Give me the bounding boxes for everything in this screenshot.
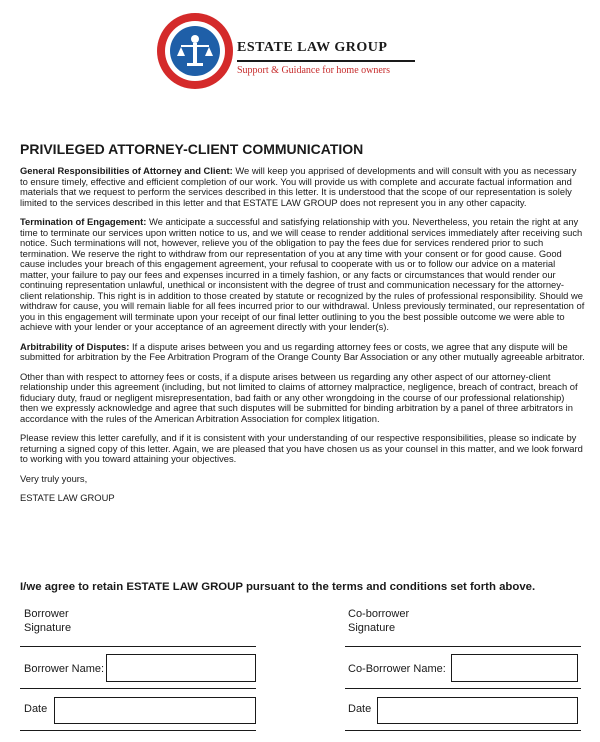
brand-name: ESTATE LAW GROUP [237, 40, 388, 55]
coborrower-name-label: Co-Borrower Name: [348, 663, 446, 675]
paragraph-general-responsibilities [20, 166, 585, 208]
justice-seal-icon [157, 13, 233, 89]
brand-tagline: Support & Guidance for home owners [237, 65, 391, 76]
company-logo [157, 10, 417, 90]
closing: Very truly yours, [20, 472, 88, 484]
document-title: PRIVILEGED ATTORNEY-CLIENT COMMUNICATION [20, 141, 364, 157]
brand-divider [237, 60, 415, 62]
coborrower-signature-label: Co-borrower Signature [348, 608, 410, 634]
divider-line [20, 688, 256, 689]
borrower-signature-label: Borrower Signature [24, 608, 72, 634]
section-heading: Termination of Engagement: [20, 216, 147, 227]
section-heading: General Responsibilities of Attorney and Client: [20, 165, 233, 176]
borrower-signature-line[interactable] [20, 646, 256, 647]
borrower-date-field[interactable] [54, 697, 256, 724]
paragraph-arbitrability [20, 342, 585, 363]
signoff: ESTATE LAW GROUP [20, 492, 115, 503]
coborrower-name-field[interactable] [451, 654, 578, 682]
paragraph-review [20, 433, 585, 465]
section-text: We will keep you apprised of developments and will consult with you as necessary to ensure timely, effective and efficient completion of our work. You will provide us with complete and accurate factual information and materials that we request to perform the services described in this letter. It is understood that the scope of our representation is solely limited to the services described in this letter and that ESTATE LAW GROUP does not represent you in any other capacity. [20, 165, 577, 208]
paragraph-termination [20, 217, 585, 333]
coborrower-signature-line[interactable] [345, 646, 581, 647]
letter-body [20, 166, 585, 513]
borrower-date-label: Date [24, 703, 48, 715]
section-heading: Arbitrability of Disputes: [20, 340, 130, 352]
agreement-statement: I/we agree to retain ESTATE LAW GROUP pursuant to the terms and conditions set forth above. [20, 581, 536, 593]
section-text: We anticipate a successful and satisfying relationship with you. Nevertheless, you retain the right at any time to terminate our services upon written notice to us, and we will cease to render additional services immediately after receiving such notice. Such terminations will not, however, relieve you of the obligation to pay the fees due for services rendered prior to such termination. We reserve the right to withdraw from our representation of you at any time with your consent or for good cause. Good cause includes your breach of this engagement agreement, your refusal to cooperate with us or to follow our advice on a material matter, your failure to pay our fees and expenses incurred in a timely fashion, or any facts or circumstances that would render our continuing representation unlawful, unethical or inconsistent with the degree of trust and communication necessary for the attorney-client relationship. This right is in addition to those created by statute or recognized by the rules of professional responsibility. Should we withdraw for cause, you will remain liable for all fees incurred prior to our withdrawal. Unless previously terminated, our representation of you in this engagement will terminate upon your receipt of our final letter outlining to you the best possible outcome we were able to achieve with your lender or your acceptance of an agreement directly with your lender(s). [20, 216, 585, 332]
section-text: Please review this letter carefully, and if it is consistent with your understanding of our respective responsibilities, please so indicate by returning a signed copy of this letter. Again, we are pleased that you have chosen us as your counsel in this matter, and we look forward to working with you toward attaining your objectives. [20, 432, 583, 464]
divider-line [20, 730, 256, 731]
divider-line [345, 730, 581, 731]
paragraph-other-disputes [20, 372, 585, 425]
coborrower-date-label: Date [348, 703, 372, 715]
coborrower-date-field[interactable] [377, 697, 578, 724]
section-text: Other than with respect to attorney fees or costs, if a dispute arises between us regarding any other aspect of our attorney-client relationship under this agreement (including, but not limited to claims of attorney malpractice, negligence, breach of contract, breach of fiduciary duty, fraud or negligent misrepresentation, bad faith or any other wrongdoing in the course of our professional relationship) then we expressly acknowledge and agree that such disputes will be submitted for binding arbitration by a panel of three arbitrators in accordance with the rules of the American Arbitration Association for complex litigation. [20, 370, 578, 424]
section-text: If a dispute arises between you and us regarding attorney fees or costs, we agree that any dispute will be submitted for arbitration by the Fee Arbitration Program of the Orange County Bar Association or any other mutually agreeable arbitrator. [20, 340, 585, 362]
divider-line [345, 688, 581, 689]
borrower-name-field[interactable] [106, 654, 256, 682]
borrower-name-label: Borrower Name: [24, 663, 105, 675]
